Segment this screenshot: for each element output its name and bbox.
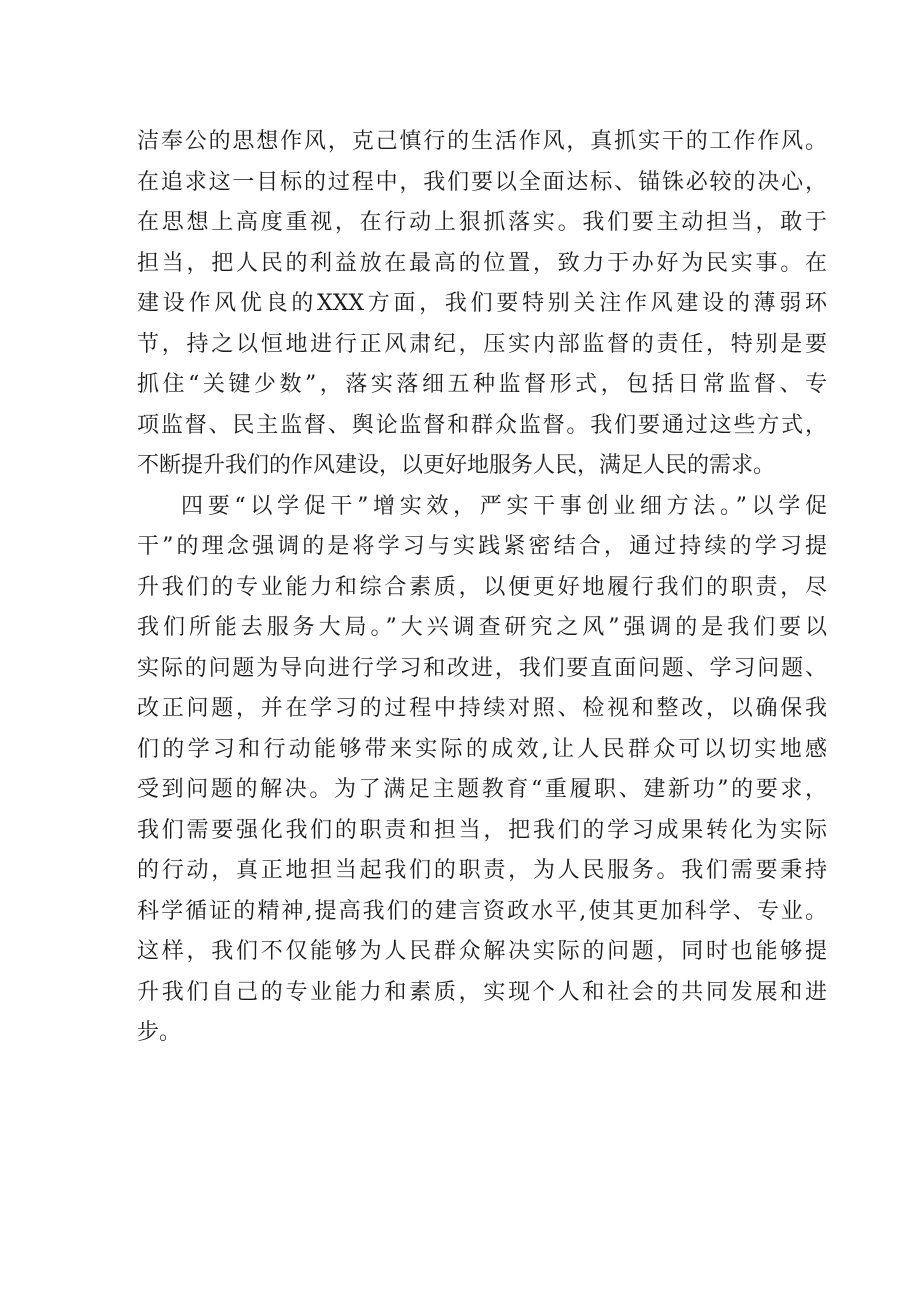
paragraph-2-line-13: 升我们自己的专业能力和素质，实现个人和社会的共同发展和进 (137, 979, 827, 1005)
paragraph-2-line-7: 们的学习和行动能够带来实际的成效,让人民群众可以切实地感 (137, 736, 827, 762)
paragraph-2-line-3: 升我们的专业能力和综合素质，以便更好地履行我们的职责，尽 (137, 574, 827, 600)
paragraph-1-line-3: 在思想上高度重视，在行动上狠抓落实。我们要主动担当，敢于 (137, 210, 827, 235)
paragraph-2-line-2: 干”的理念强调的是将学习与实践紧密结合，通过持续的学习提 (137, 534, 827, 559)
paragraph-2-line-4: 我们所能去服务大局。”大兴调查研究之风”强调的是我们要以 (137, 615, 827, 640)
paragraph-2-line-1: 四要“以学促干”增实效，严实干事创业细方法。”以学促 (181, 493, 827, 519)
paragraph-1-line-9: 不断提升我们的作风建设，以更好地服务人民，满足人民的需求。 (137, 453, 776, 478)
paragraph-2-line-9: 我们需要强化我们的职责和担当，把我们的学习成果转化为实际 (137, 817, 827, 843)
body-text (137, 122, 827, 1054)
paragraph-2-line-8: 受到问题的解决。为了满足主题教育“重履职、建新功”的要求， (137, 777, 827, 802)
paragraph-2-line-6: 改正问题，并在学习的过程中持续对照、检视和整改，以确保我 (137, 696, 827, 721)
paragraph-1-line-4: 担当，把人民的利益放在最高的位置，致力于办好为民实事。在 (137, 250, 827, 276)
paragraph-2-line-11: 科学循证的精神,提高我们的建言资政水平,使其更加科学、专业。 (137, 898, 827, 924)
paragraph-2-line-14: 步。 (137, 1020, 182, 1045)
paragraph-1-line-8: 项监督、民主监督、舆论监督和群众监督。我们要通过这些方式， (137, 412, 827, 438)
paragraph-2-line-5: 实际的问题为导向进行学习和改进，我们要直面问题、学习问题、 (137, 655, 827, 681)
paragraph-2-line-10: 的行动，真正地担当起我们的职责，为人民服务。我们需要秉持 (137, 858, 827, 883)
paragraph-1-line-5: 建设作风优良的XXX方面，我们要特别关注作风建设的薄弱环 (137, 291, 827, 316)
paragraph-1-line-2: 在追求这一目标的过程中，我们要以全面达标、锚铢必较的决心， (137, 169, 827, 195)
paragraph-1-line-6: 节，持之以恒地进行正风肃纪，压实内部监督的责任，特别是要 (137, 331, 827, 357)
paragraph-1-line-1: 洁奉公的思想作风，克己慎行的生活作风，真抓实干的工作作风。 (137, 129, 827, 154)
paragraph-2-line-12: 这样，我们不仅能够为人民群众解决实际的问题，同时也能够提 (137, 939, 827, 964)
paragraph-1-line-7: 抓住“关键少数”，落实落细五种监督形式，包括日常监督、专 (137, 372, 827, 397)
